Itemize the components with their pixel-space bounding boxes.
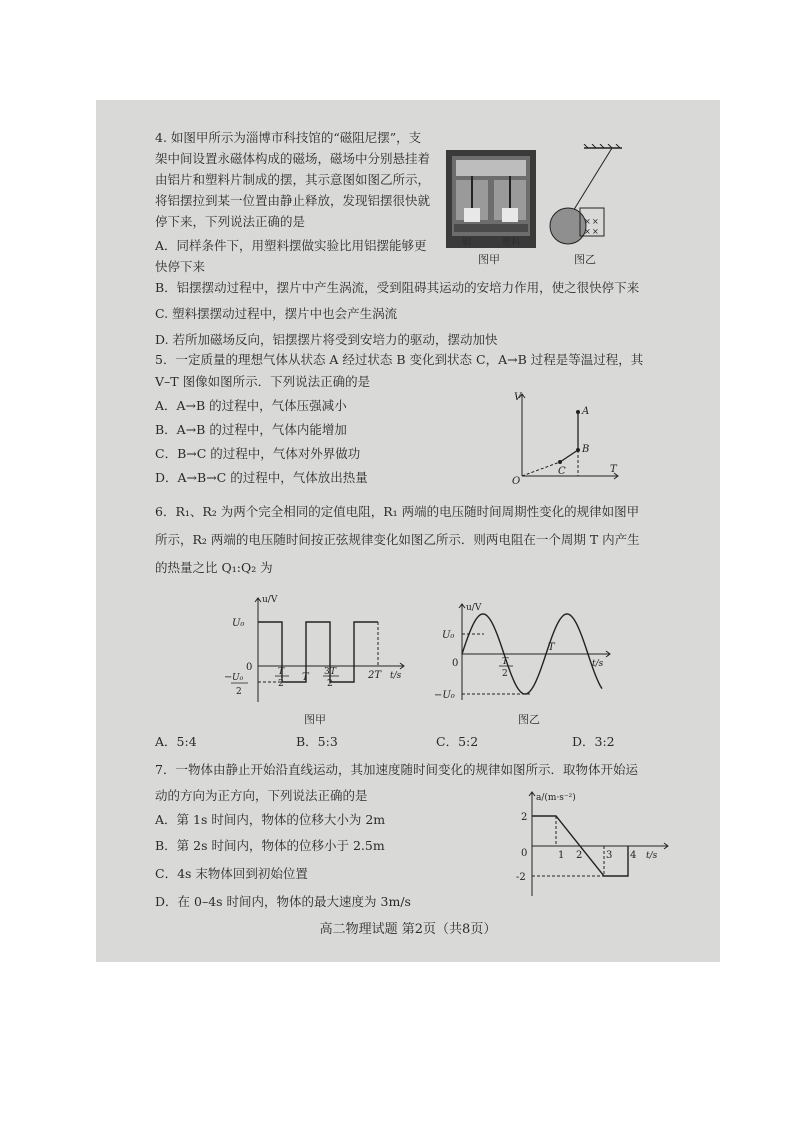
q6-line-2: 所示，R₂ 两端的电压随时间按正弦规律变化如图乙所示．则两电阻在一个周期 T 内产生 [155,532,640,547]
q6-jia-u0: U₀ [232,618,245,629]
q4-option-b: B．铝摆摆动过程中，摆片中产生涡流，受到阻碍其运动的安培力作用，使之很快停下来 [155,280,640,295]
svg-text:×: × [584,217,591,226]
q7-xlabel: t/s [646,851,658,861]
q5-point-a: A [582,406,590,417]
q7-x2: 2 [576,850,583,861]
q6-jia-t: T [302,672,309,683]
q4-option-d: D. 若所加磁场反向，铝摆摆片将受到安培力的驱动，摆动加快 [155,332,498,347]
q6-option-b: B．5:3 [296,734,338,749]
q7-zero: 0 [521,848,528,859]
q7-at-graph [516,788,676,900]
q6-jia-caption: 图甲 [304,713,326,726]
q6-jia-zero: 0 [246,662,253,673]
q6-jia-t3half-t: T [330,667,337,677]
q4-fig-jia-caption: 图甲 [478,253,500,266]
q5-line-1: 5．一定质量的理想气体从状态 A 经过状态 B 变化到状态 C，A→B 过程是等温过程，其 [155,352,644,367]
q6-yi-t: T [548,642,555,653]
q7-line-1: 7．一物体由静止开始沿直线运动，其加速度随时间变化的规律如图所示．取物体开始运 [155,762,638,777]
q5-origin: O [512,476,521,484]
svg-text:−: − [224,672,233,683]
q6-yi-neg: −U₀ [434,690,455,701]
q6-option-c: C．5:2 [436,734,479,749]
q4-option-c: C. 塑料摆摆动过程中，摆片中也会产生涡流 [155,306,398,321]
q6-jia-thalf-num: T [278,667,285,677]
q7-option-d: D．在 0–4s 时间内，物体的最大速度为 3m/s [155,894,411,909]
q6-jia-neg-den: 2 [236,687,242,697]
q4-line-2: 架中间设置永磁体构成的磁场，磁场中分别悬挂着 [155,151,431,166]
q7-yneg2: -2 [516,872,526,883]
svg-text:×: × [584,227,591,236]
q5-option-c: C．B→C 的过程中，气体对外界做功 [155,446,361,461]
q5-axis-v: V [514,392,522,403]
q6-yi-zero: 0 [452,658,459,669]
q6-jia-t3half-den: 2 [327,679,333,689]
q4-fig-yi-caption: 图乙 [574,253,596,266]
q7-ylabel: a/(m·s⁻²) [536,793,576,803]
q4-photo-label-aluminum: 铝 [462,238,472,248]
q6-jia-xlabel: t/s [390,671,402,681]
q7-y2: 2 [521,812,528,823]
q6-yi-ylabel: u/V [466,603,482,613]
q4-photo-jia [446,150,536,250]
q4-option-a: A．同样条件下，用塑料摆做实验比用铝摆能够更 [155,238,427,253]
q5-point-b: B [582,444,590,455]
q5-axis-t: T [610,464,617,475]
q6-jia-ylabel: u/V [262,595,278,605]
q6-jia-thalf-den: 2 [278,679,284,689]
q5-vt-graph [506,388,626,484]
svg-text:×: × [592,227,599,236]
q7-x1: 1 [558,850,565,861]
q6-option-d: D．3:2 [572,734,615,749]
q7-option-b: B．第 2s 时间内，物体的位移小于 2.5m [155,838,385,853]
q4-schematic-yi [544,144,624,250]
q6-jia-t3half-num: 3 [324,667,330,677]
q6-line-1: 6．R₁、R₂ 为两个完全相同的定值电阻，R₁ 两端的电压随时间周期性变化的规律如图甲 [155,504,640,519]
q5-point-c: C [558,466,566,477]
q6-yi-xlabel: t/s [592,659,604,669]
exam-page [96,100,720,962]
q4-line-5: 停下来，下列说法正确的是 [155,214,306,229]
q5-line-2: V–T 图像如图所示．下列说法正确的是 [155,374,371,389]
q6-option-a: A．5:4 [155,734,197,749]
q6-graph-yi [432,600,622,710]
q6-yi-thalf-den: 2 [502,669,508,679]
q7-option-c: C．4s 末物体回到初始位置 [155,866,308,881]
q6-jia-2t: 2T [368,670,382,681]
q6-graph-jia [218,590,418,710]
q7-x4: 4 [630,850,637,861]
svg-text:×: × [592,217,599,226]
q4-option-a-cont: 快停下来 [155,259,206,274]
q6-yi-thalf-num: T [502,657,509,667]
q6-yi-u0: U₀ [442,630,455,641]
q4-line-1: 4. 如图甲所示为淄博市科技馆的“磁阻尼摆”，支 [155,130,422,145]
q4-line-3: 由铝片和塑料片制成的摆，其示意图如图乙所示， [155,172,431,187]
q6-line-3: 的热量之比 Q₁:Q₂ 为 [155,560,273,575]
q5-option-b: B．A→B 的过程中，气体内能增加 [155,422,347,437]
q4-line-4: 将铝摆拉到某一位置由静止释放，发现铝摆很快就 [155,193,431,208]
q5-option-d: D．A→B→C 的过程中，气体放出热量 [155,470,368,485]
q5-option-a: A．A→B 的过程中，气体压强减小 [155,398,347,413]
q7-x3: 3 [606,850,613,861]
q7-line-2: 动的方向为正方向，下列说法正确的是 [155,788,368,803]
q6-yi-caption: 图乙 [518,713,540,726]
q6-jia-neg-num: U₀ [232,673,244,683]
q7-option-a: A．第 1s 时间内，物体的位移大小为 2m [155,812,386,827]
q4-photo-label-plastic: 塑料 [502,238,521,248]
page-footer: 高二物理试题 第2页（共8页） [319,922,497,937]
